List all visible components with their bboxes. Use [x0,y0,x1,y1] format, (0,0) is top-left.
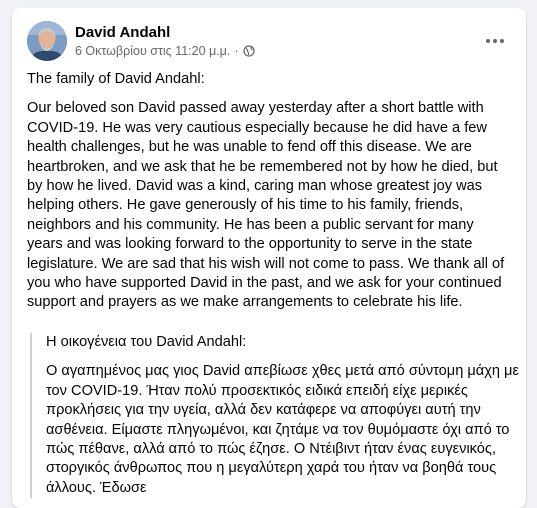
post-meta [75,44,255,58]
translation-intro: Η οικογένεια του David Andahl: [46,334,247,350]
post-body [27,70,511,313]
avatar[interactable] [27,21,67,61]
post-header [27,21,511,61]
post-timestamp[interactable]: 6 Οκτωβρίου στις 11:20 μ.μ. [75,44,231,58]
translation-block [30,333,526,498]
avatar-image [27,21,67,61]
globe-icon[interactable] [243,45,255,57]
translation-text: Ο αγαπημένος μας γιος David απεβίωσε χθες μετά από σύντομη μάχη με τον COVID-19. Ήταν πολύ προσεκτικός ειδικά επειδή είχε μερικές προκλήσεις για την υγεία, αλλά δεν κατάφερε να αποφύγει αυτή την ασθένεια. Είμαστε πληγωμένοι, και ζητάμε να τον θυμόμαστε όχι από το πώς πέθανε, αλλά από το πώς έζησε. Ο Ντέιβιντ ήταν ένας ευγενικός, στοργικός άνθρωπος που η μεγαλύτερη χαρά του ήταν να βοηθά τους άλλους. Έδωσε [46,363,519,496]
post-card [12,8,526,508]
post-text: Our beloved son David passed away yesterday after a short battle with COVID-19. He was very cautious especially because he did have a few health challenges, but he was unable to fend off this disease. We are heartbroken, and we ask that he be remembered not by how he died, but by how he lived. David was a kind, caring man whose greatest joy was helping others. He gave generously of his time to his family, friends, neighbors and his community. He has been a public servant for many years and was looking forward to the opportunity to serve in the state legislature. We are sad that his wish will not come to pass. We thank all of you who have supported David in the past, and we ask for your continued support and prayers as we make arrangements to celebrate his life. [27,100,505,311]
more-options-button[interactable] [481,27,509,55]
author-name[interactable]: David Andahl [75,24,171,41]
meta-separator: · [234,44,239,58]
more-options-icon [485,38,505,44]
post-intro: The family of David Andahl: [27,71,205,87]
